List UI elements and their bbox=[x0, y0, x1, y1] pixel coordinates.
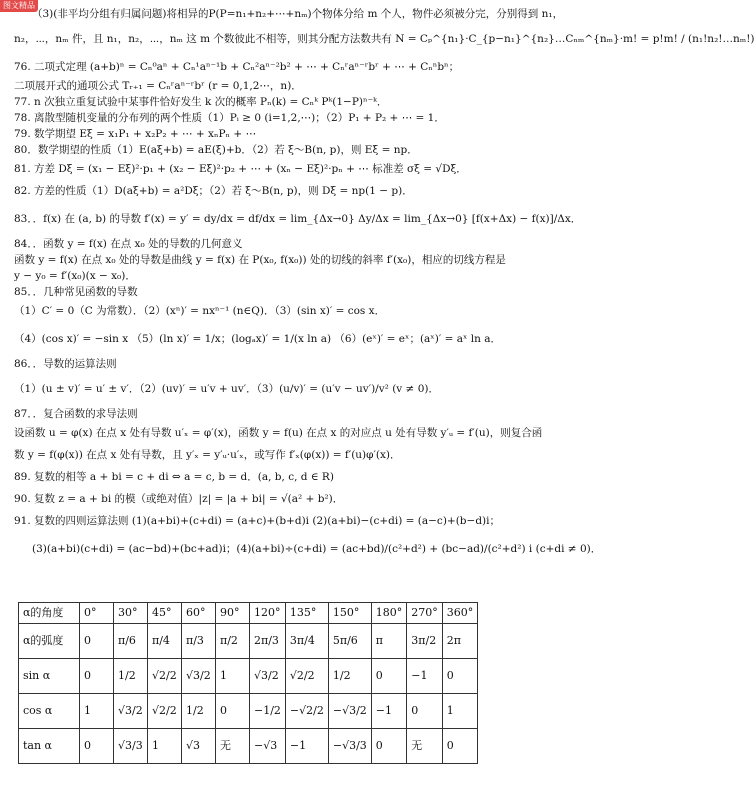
table-header-cell: α的角度 bbox=[19, 603, 80, 624]
table-cell: −1 bbox=[371, 694, 407, 729]
table-cell: π/2 bbox=[216, 624, 250, 659]
table-cell: √2/2 bbox=[148, 694, 182, 729]
table-header-cell: 60° bbox=[182, 603, 216, 624]
table-cell: −√3 bbox=[250, 729, 286, 764]
table-cell: 1/2 bbox=[328, 659, 371, 694]
table-header-row bbox=[19, 603, 478, 624]
table-header-cell: 45° bbox=[148, 603, 182, 624]
table-cell: 1 bbox=[80, 694, 114, 729]
document-tag: 图文精品 bbox=[0, 0, 38, 12]
table-cell: 1 bbox=[216, 659, 250, 694]
table-cell: 5π/6 bbox=[328, 624, 371, 659]
text-line: 84．．函数 y = f(x) 在点 x₀ 处的导数的几何意义 bbox=[14, 238, 243, 250]
table-cell: 0 bbox=[80, 659, 114, 694]
table-cell: 3π/4 bbox=[285, 624, 328, 659]
table-cell: 2π bbox=[442, 624, 478, 659]
table-row bbox=[19, 659, 478, 694]
text-line: 数 y = f(φ(x)) 在点 x 处有导数，且 y′ₓ = y′ᵤ·u′ₓ，或写作 f′ₓ(φ(x)) = f′(u)φ′(x)． bbox=[14, 449, 401, 461]
text-line: 81. 方差 Dξ = (x₁ − Eξ)²·p₁ + (x₂ − Eξ)²·p₂ + ⋯ + (xₙ − Eξ)²·pₙ + ⋯ 标准差 σξ = √Dξ． bbox=[14, 163, 467, 175]
table-header-cell: 30° bbox=[114, 603, 148, 624]
text-line: 二项展开式的通项公式 Tᵣ₊₁ = Cₙʳaⁿ⁻ʳbʳ (r = 0,1,2⋯，n)． bbox=[14, 80, 302, 92]
text-line: 77. n 次独立重复试验中某事件恰好发生 k 次的概率 Pₙ(k) = Cₙᵏ Pᵏ(1−P)ⁿ⁻ᵏ． bbox=[14, 96, 388, 108]
row-label: α的弧度 bbox=[19, 624, 80, 659]
table-cell: 0 bbox=[442, 659, 478, 694]
text-line: 80．数学期望的性质（1）E(aξ+b) = aE(ξ)+b．（2）若 ξ～B(n, p)，则 Eξ = np． bbox=[14, 144, 418, 156]
table-cell: −1/2 bbox=[250, 694, 286, 729]
table-cell: √3/2 bbox=[250, 659, 286, 694]
table-header-cell: 180° bbox=[371, 603, 407, 624]
text-line: 86．．导数的运算法则 bbox=[14, 358, 117, 370]
table-cell: 1/2 bbox=[114, 659, 148, 694]
text-line: 78. 离散型随机变量的分布列的两个性质（1）Pᵢ ≥ 0 (i=1,2,⋯)；（2）P₁ + P₂ + ⋯ = 1． bbox=[14, 112, 445, 124]
table-cell: 0 bbox=[80, 624, 114, 659]
table-cell: √3/2 bbox=[114, 694, 148, 729]
text-line: (3)(a+bi)(c+di) = (ac−bd)+(bc+ad)i；(4)(a+bi)÷(c+di) = (ac+bd)/(c²+d²) + (bc−ad)/(c²+d²) i (c+di ≠ 0)． bbox=[32, 543, 602, 555]
table-header-cell: 90° bbox=[216, 603, 250, 624]
table-cell: π bbox=[371, 624, 407, 659]
text-line: 91. 复数的四则运算法则 (1)(a+bi)+(c+di) = (a+c)+(b+d)i (2)(a+bi)−(c+di) = (a−c)+(b−d)i； bbox=[14, 515, 501, 527]
text-line: 83．．f(x) 在 (a, b) 的导数 f′(x) = y′ = dy/dx = df/dx = lim_{Δx→0} Δy/Δx = lim_{Δx→0} [f(x+Δx) − f(x)]/Δx． bbox=[14, 213, 582, 225]
text-line: 函数 y = f(x) 在点 x₀ 处的导数是曲线 y = f(x) 在 P(x₀, f(x₀)) 处的切线的斜率 f′(x₀)，相应的切线方程是 bbox=[14, 254, 506, 266]
text-line: （3)(非平均分组有归属问题)将相异的P(P=n₁+n₂+⋯+nₘ)个物体分给 m 个人，物件必须被分完，分别得到 n₁， bbox=[32, 8, 564, 20]
table-cell: π/6 bbox=[114, 624, 148, 659]
table-cell: 2π/3 bbox=[250, 624, 286, 659]
table-header-cell: 150° bbox=[328, 603, 371, 624]
table-header-cell: 0° bbox=[80, 603, 114, 624]
text-line: 设函数 u = φ(x) 在点 x 处有导数 u′ₓ = φ′(x)，函数 y = f(u) 在点 x 的对应点 u 处有导数 y′ᵤ = f′(u)，则复合函 bbox=[14, 427, 543, 439]
table-cell: 无 bbox=[216, 729, 250, 764]
table-header-cell: 360° bbox=[442, 603, 478, 624]
table-cell: √2/2 bbox=[148, 659, 182, 694]
text-line: y − y₀ = f′(x₀)(x − x₀)． bbox=[14, 270, 136, 282]
table-cell: √3/3 bbox=[114, 729, 148, 764]
row-label: tan α bbox=[19, 729, 80, 764]
table-cell: 0 bbox=[371, 729, 407, 764]
text-line: 82. 方差的性质（1）D(aξ+b) = a²Dξ；（2）若 ξ～B(n, p)，则 Dξ = np(1 − p)． bbox=[14, 185, 413, 197]
table-cell: 无 bbox=[407, 729, 443, 764]
table-cell: 0 bbox=[216, 694, 250, 729]
table-row bbox=[19, 624, 478, 659]
row-label: cos α bbox=[19, 694, 80, 729]
table-cell: √2/2 bbox=[285, 659, 328, 694]
text-line: 85．．几种常见函数的导数 bbox=[14, 286, 138, 298]
table-header-cell: 120° bbox=[250, 603, 286, 624]
row-label: sin α bbox=[19, 659, 80, 694]
table-cell: 0 bbox=[442, 729, 478, 764]
text-line: n₂，⋯，nₘ 件，且 n₁，n₂，⋯，nₘ 这 m 个数彼此不相等，则其分配方法数共有 N = Cₚ^{n₁}·C_{p−n₁}^{n₂}…Cₙₘ^{nₘ}·m! = p!m! / (n₁!n₂!…nₘ!) bbox=[14, 33, 755, 45]
table-row bbox=[19, 729, 478, 764]
table-header-cell: 270° bbox=[407, 603, 443, 624]
table-cell: 0 bbox=[407, 694, 443, 729]
table-cell: 1 bbox=[148, 729, 182, 764]
table-cell: √3/2 bbox=[182, 659, 216, 694]
text-line: 79. 数学期望 Eξ = x₁P₁ + x₂P₂ + ⋯ + xₙPₙ + ⋯ bbox=[14, 128, 257, 140]
table-cell: 0 bbox=[80, 729, 114, 764]
table-row bbox=[19, 694, 478, 729]
table-cell: 3π/2 bbox=[407, 624, 443, 659]
text-line: 89. 复数的相等 a + bi = c + di ⇔ a = c, b = d．(a, b, c, d ∈ R) bbox=[14, 471, 334, 483]
trig-values-table bbox=[18, 602, 478, 764]
table-cell: √3 bbox=[182, 729, 216, 764]
text-line: 87．．复合函数的求导法则 bbox=[14, 408, 138, 420]
text-line: 90. 复数 z = a + bi 的模（或绝对值）|z| = |a + bi| = √(a² + b²)． bbox=[14, 493, 344, 505]
table-cell: π/4 bbox=[148, 624, 182, 659]
text-line: 76. 二项式定理 (a+b)ⁿ = Cₙ⁰aⁿ + Cₙ¹aⁿ⁻¹b + Cₙ²aⁿ⁻²b² + ⋯ + Cₙʳaⁿ⁻ʳbʳ + ⋯ + Cₙⁿbⁿ； bbox=[14, 61, 460, 73]
table-cell: −√2/2 bbox=[285, 694, 328, 729]
table-cell: 1 bbox=[442, 694, 478, 729]
table-cell: −√3/3 bbox=[328, 729, 371, 764]
table-header-cell: 135° bbox=[285, 603, 328, 624]
text-line: （1）(u ± v)′ = u′ ± v′．（2）(uv)′ = u′v + uv′．（3）(u/v)′ = (u′v − uv′)/v² (v ≠ 0)． bbox=[14, 383, 439, 395]
table-cell: −1 bbox=[285, 729, 328, 764]
table-cell: π/3 bbox=[182, 624, 216, 659]
table-cell: −1 bbox=[407, 659, 443, 694]
formula-text bbox=[14, 6, 755, 566]
table-cell: −√3/2 bbox=[328, 694, 371, 729]
table-cell: 0 bbox=[371, 659, 407, 694]
text-line: （4）(cos x)′ = −sin x （5）(ln x)′ = 1/x；(logₐx)′ = 1/(x ln a) （6）(eˣ)′ = eˣ；(aˣ)′ = aˣ ln a． bbox=[14, 333, 501, 345]
text-line: （1）C′ = 0（C 为常数）．（2）(xⁿ)′ = nxⁿ⁻¹ (n∈Q)．（3）(sin x)′ = cos x． bbox=[14, 305, 386, 317]
table-cell: 1/2 bbox=[182, 694, 216, 729]
